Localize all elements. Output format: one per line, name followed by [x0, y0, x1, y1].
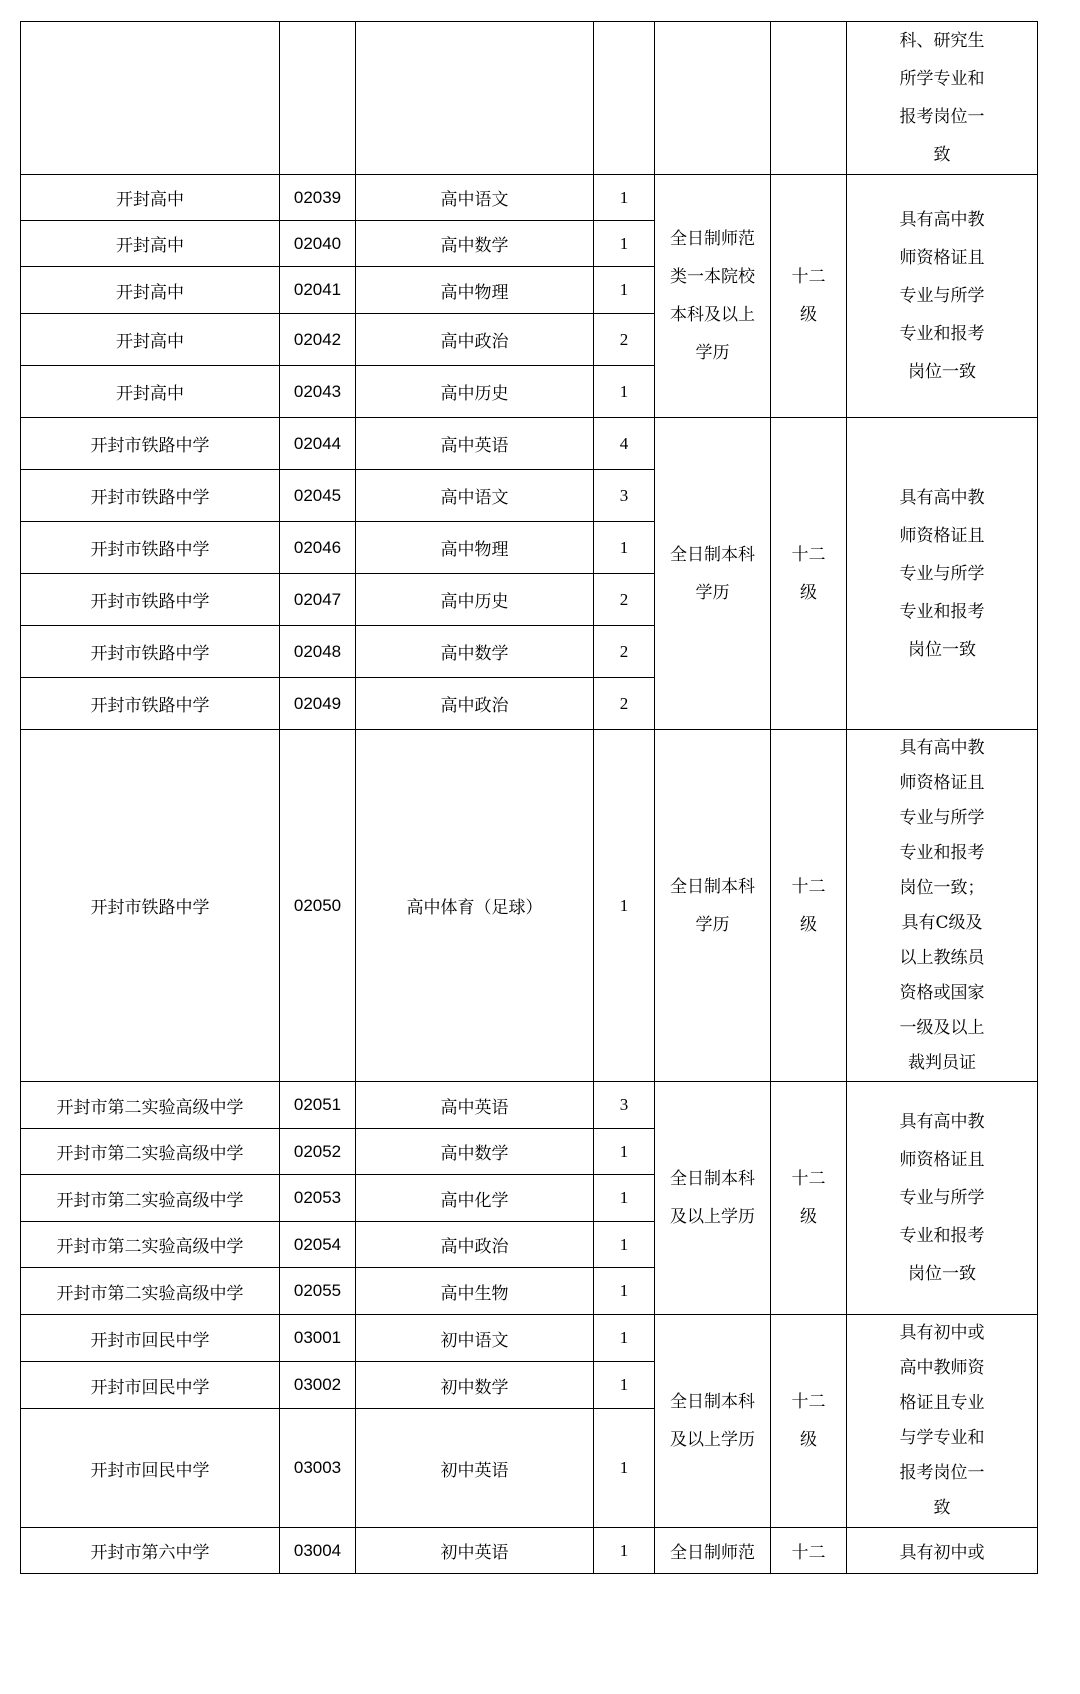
count-cell: 2: [594, 626, 655, 678]
code-cell: 02039: [280, 175, 356, 221]
count-cell: 2: [594, 678, 655, 730]
table-row: [21, 175, 1038, 221]
count-cell: 1: [594, 1268, 655, 1315]
position-cell: 高中体育（足球）: [356, 730, 594, 1082]
position-cell: 高中政治: [356, 1222, 594, 1268]
school-cell: 开封市铁路中学: [21, 678, 280, 730]
count-cell: 1: [594, 221, 655, 267]
count-cell: 1: [594, 267, 655, 314]
level-cell: 十二级: [791, 544, 826, 603]
position-cell: 初中数学: [356, 1362, 594, 1409]
code-cell: 02047: [280, 574, 356, 626]
school-cell: 开封高中: [21, 366, 280, 418]
code-cell: 02049: [280, 678, 356, 730]
table-row: [21, 22, 1038, 175]
school-cell: 开封市铁路中学: [21, 626, 280, 678]
count-cell: 1: [594, 1222, 655, 1268]
count-cell: 3: [594, 470, 655, 522]
school-cell: 开封市回民中学: [21, 1409, 280, 1528]
code-cell: 02055: [280, 1268, 356, 1315]
position-cell: 高中生物: [356, 1268, 594, 1315]
count-cell: 1: [594, 1528, 655, 1574]
school-cell: 开封市第六中学: [21, 1528, 280, 1574]
school-cell: 开封市第二实验高级中学: [21, 1268, 280, 1315]
count-cell: 2: [594, 574, 655, 626]
position-cell: 高中历史: [356, 574, 594, 626]
count-cell: 1: [594, 1315, 655, 1362]
count-cell: 1: [594, 1129, 655, 1175]
table-row: [21, 730, 1038, 1082]
education-cell: 全日制本科学历: [670, 876, 755, 935]
count-cell: 3: [594, 1082, 655, 1129]
code-cell: 02043: [280, 366, 356, 418]
education-cell: 全日制本科学历: [670, 544, 755, 603]
code-cell: 02042: [280, 314, 356, 366]
count-cell: 1: [594, 1175, 655, 1222]
level-cell: 十二级: [791, 267, 826, 325]
code-cell: 02041: [280, 267, 356, 314]
requirement-cell: 具有高中教师资格证且专业与所学专业和报考岗位一致；具有C级及以上教练员资格或国家一级及以上裁判员证: [899, 737, 985, 1073]
school-cell: 开封高中: [21, 314, 280, 366]
count-cell: 1: [594, 366, 655, 418]
school-cell: 开封高中: [21, 175, 280, 221]
school-cell: 开封市第二实验高级中学: [21, 1222, 280, 1268]
requirement-cell: 具有高中教师资格证且专业与所学专业和报考岗位一致: [899, 487, 985, 660]
table-row: [21, 1082, 1038, 1129]
requirement-cell: 具有高中教师资格证且专业与所学专业和报考岗位一致: [899, 1112, 985, 1284]
level-cell: 十二级: [791, 876, 826, 935]
position-cell: 高中化学: [356, 1175, 594, 1222]
count-cell: 4: [594, 418, 655, 470]
count-cell: 2: [594, 314, 655, 366]
school-cell: 开封市铁路中学: [21, 730, 280, 1082]
code-cell: 02052: [280, 1129, 356, 1175]
code-cell: 02050: [280, 730, 356, 1082]
school-cell: 开封高中: [21, 221, 280, 267]
code-cell: 02048: [280, 626, 356, 678]
code-cell: 02051: [280, 1082, 356, 1129]
count-cell: 1: [594, 730, 655, 1082]
school-cell: 开封市铁路中学: [21, 574, 280, 626]
count-cell: 1: [594, 1409, 655, 1528]
school-cell: 开封高中: [21, 267, 280, 314]
position-cell: 初中语文: [356, 1315, 594, 1362]
code-cell: 02046: [280, 522, 356, 574]
requirement-cell: 具有初中或: [847, 1528, 1038, 1574]
position-cell: 高中数学: [356, 1129, 594, 1175]
school-cell: 开封市第二实验高级中学: [21, 1129, 280, 1175]
school-cell: 开封市回民中学: [21, 1362, 280, 1409]
count-cell: 1: [594, 1362, 655, 1409]
position-cell: 高中物理: [356, 267, 594, 314]
school-cell: 开封市第二实验高级中学: [21, 1175, 280, 1222]
position-cell: 高中英语: [356, 1082, 594, 1129]
code-cell: 02044: [280, 418, 356, 470]
education-cell: 全日制本科及以上学历: [670, 1392, 755, 1450]
code-cell: 03001: [280, 1315, 356, 1362]
position-cell: 高中英语: [356, 418, 594, 470]
requirement-cell: 具有初中或高中教师资格证且专业与学专业和报考岗位一致: [899, 1323, 985, 1518]
table-row: [21, 1528, 1038, 1574]
position-cell: 初中英语: [356, 1528, 594, 1574]
requirement-cell: 科、研究生所学专业和报考岗位一致: [899, 31, 985, 165]
position-cell: 高中数学: [356, 626, 594, 678]
count-cell: 1: [594, 175, 655, 221]
position-cell: 高中语文: [356, 470, 594, 522]
code-cell: 02054: [280, 1222, 356, 1268]
position-cell: 高中政治: [356, 314, 594, 366]
school-cell: 开封市铁路中学: [21, 522, 280, 574]
education-cell: 全日制师范类一本院校本科及以上学历: [670, 229, 755, 363]
code-cell: 03002: [280, 1362, 356, 1409]
code-cell: 02053: [280, 1175, 356, 1222]
school-cell: 开封市回民中学: [21, 1315, 280, 1362]
school-cell: 开封市铁路中学: [21, 418, 280, 470]
education-cell: 全日制师范: [655, 1528, 771, 1574]
table-row: [21, 418, 1038, 470]
recruitment-table: [20, 21, 1038, 1574]
level-cell: 十二级: [791, 1392, 826, 1450]
table-row: [21, 1315, 1038, 1362]
level-cell: 十二级: [791, 1169, 826, 1227]
requirement-cell: 具有高中教师资格证且专业与所学专业和报考岗位一致: [899, 210, 985, 382]
level-cell: 十二: [771, 1528, 847, 1574]
code-cell: 02040: [280, 221, 356, 267]
position-cell: 高中语文: [356, 175, 594, 221]
school-cell: 开封市第二实验高级中学: [21, 1082, 280, 1129]
code-cell: 03003: [280, 1409, 356, 1528]
education-cell: 全日制本科及以上学历: [670, 1169, 755, 1227]
code-cell: 02045: [280, 470, 356, 522]
position-cell: 高中数学: [356, 221, 594, 267]
code-cell: 03004: [280, 1528, 356, 1574]
position-cell: 高中政治: [356, 678, 594, 730]
position-cell: 高中历史: [356, 366, 594, 418]
school-cell: 开封市铁路中学: [21, 470, 280, 522]
count-cell: 1: [594, 522, 655, 574]
position-cell: 高中物理: [356, 522, 594, 574]
position-cell: 初中英语: [356, 1409, 594, 1528]
